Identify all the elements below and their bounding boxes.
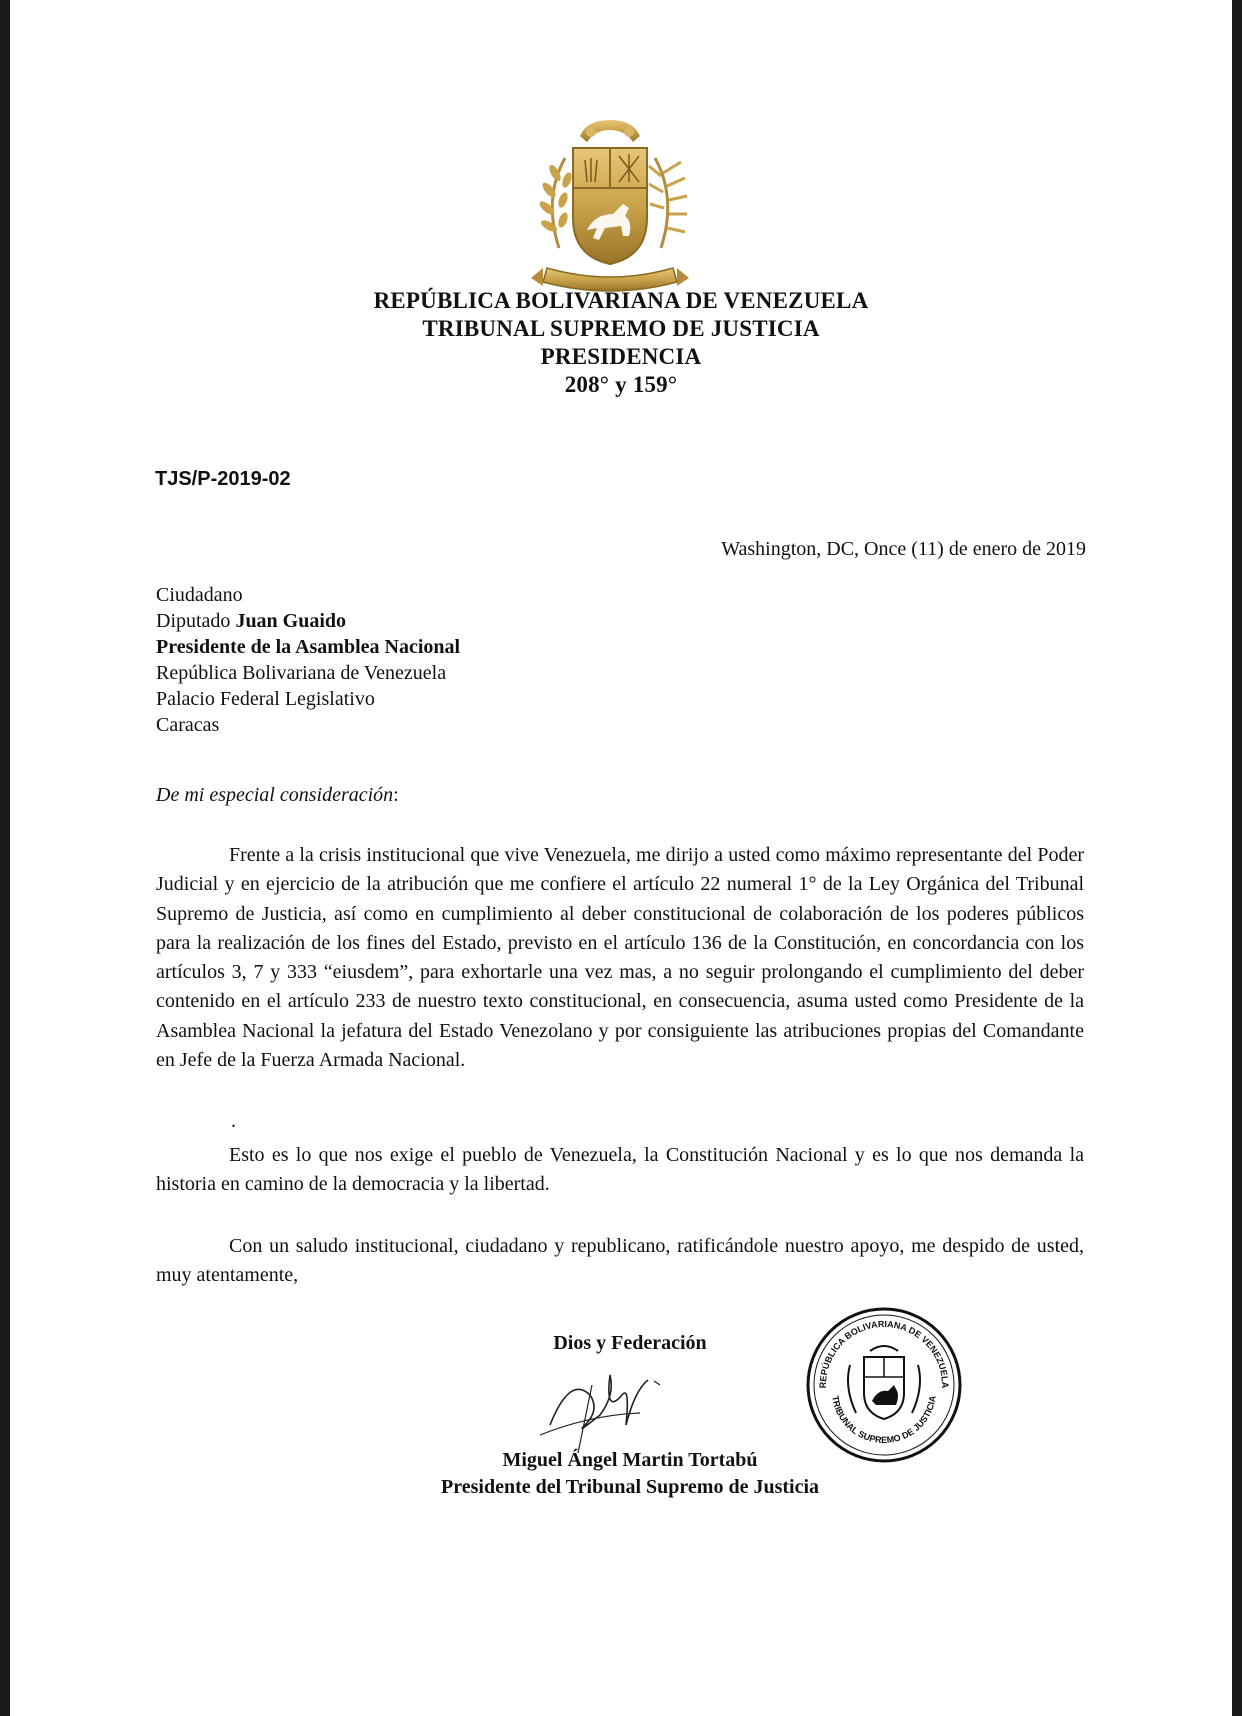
paragraph-closing: Con un saludo institucional, ciudadano y republicano, ratificándole nuestro apoyo, me despido de usted, muy atentamente, [156,1235,1084,1287]
paragraph-people: Esto es lo que nos exige el pueblo de Venezuela, la Constitución Nacional y es lo que nos demanda la historia en camino de la democracia y la libertad. [156,1144,1084,1196]
header-tribunal: TRIBUNAL SUPREMO DE JUSTICIA [422,316,820,341]
closing-motto: Dios y Federación [553,1332,707,1354]
greeting [156,784,399,807]
coat-of-arms-emblem [525,118,695,298]
header-presidencia: PRESIDENCIA [540,344,702,369]
signer-title: Presidente del Tribunal Supremo de Justicia [441,1476,819,1498]
reference-number: TJS/P-2019-02 [155,468,291,490]
greeting-text: De mi especial consideración [156,784,394,806]
recipient-salutation: Ciudadano [156,584,243,606]
recipient-position: Presidente de la Asamblea Nacional [156,636,461,658]
header-years: 208° y 159° [564,372,678,397]
recipient-name-line [156,608,460,634]
svg-text:TRIBUNAL SUPREMO DE JUSTICIA: TRIBUNAL SUPREMO DE JUSTICIA [830,1394,938,1446]
recipient-city: Caracas [156,714,220,736]
signer-name: Miguel Ángel Martin Tortabú [502,1449,758,1471]
handwritten-signature [530,1355,670,1455]
recipient-title-prefix: Diputado [156,610,236,632]
stray-dot: . [231,1110,236,1132]
recipient-country: República Bolivariana de Venezuela [156,662,447,684]
recipient-palace: Palacio Federal Legislativo [156,688,375,710]
letter-page [10,0,1232,1716]
greeting-colon: : [393,784,399,806]
header-republic: REPÚBLICA BOLIVARIANA DE VENEZUELA [373,288,869,313]
recipient-name: Juan Guaido [235,610,347,632]
svg-text:REPÚBLICA BOLIVARIANA DE VENEZ: REPÚBLICA BOLIVARIANA DE VENEZUELA [817,1318,951,1389]
paragraph-main: Frente a la crisis institucional que vive Venezuela, me dirijo a usted como máximo representante del Poder Judicial y en ejercicio de la atribución que me confiere el artículo 22 numeral 1° de la Ley Orgánica del Tribunal Supremo de Justicia, así como en cumplimiento al deber constitucional de colaboración de los poderes públicos para la realización de los fines del Estado, previsto en el artículo 136 de la Constitución, en concordancia con los artículos 3, 7 y 333 “eiusdem”, para exhortarle una vez mas, a no seguir prolongando el cumplimiento del deber contenido en el artículo 233 de nuestro texto constitucional, en consecuencia, asuma usted como Presidente de la Asamblea Nacional la jefatura del Estado Venezolano y por consiguiente las atribuciones propias del Comandante en Jefe de la Fuerza Armada Nacional. [156,844,1084,1072]
recipient-block [156,582,460,738]
official-seal-stamp [804,1305,964,1465]
date-line: Washington, DC, Once (11) de enero de 2019 [721,538,1086,560]
